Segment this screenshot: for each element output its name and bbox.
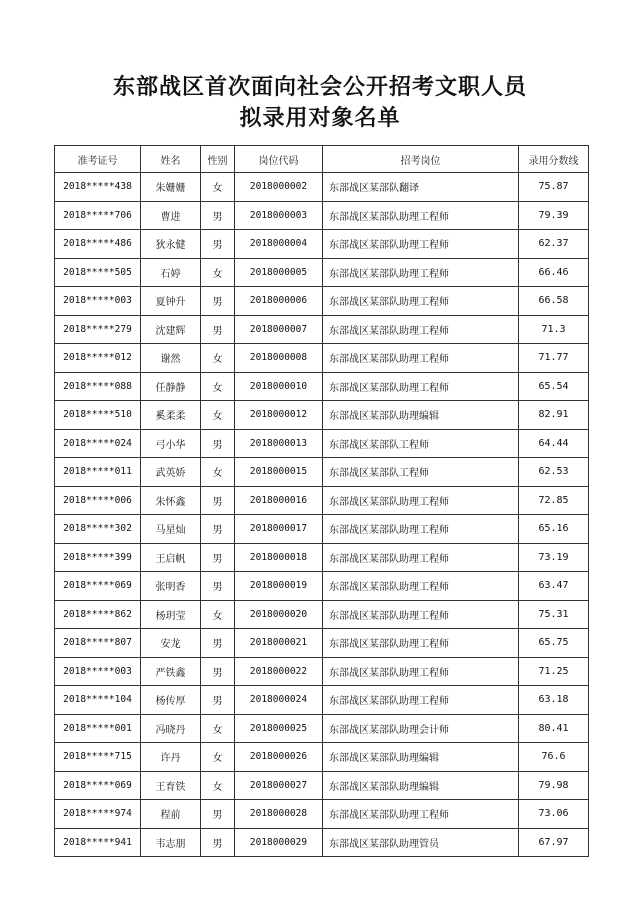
gender-cell: 女 [201,714,235,743]
post-cell: 东部战区某部队工程师 [323,429,519,458]
post-code-cell: 2018000003 [235,201,323,230]
name-cell: 程前 [141,800,201,829]
score-cell: 79.98 [519,771,589,800]
exam-id-cell: 2018*****505 [55,258,141,287]
post-cell: 东部战区某部队助理工程师 [323,201,519,230]
table-header-row [55,146,589,173]
score-cell: 65.16 [519,515,589,544]
name-cell: 朱怀鑫 [141,486,201,515]
post-cell: 东部战区某部队助理工程师 [323,657,519,686]
exam-id-cell: 2018*****088 [55,372,141,401]
name-cell: 弓小华 [141,429,201,458]
table-row [55,600,589,629]
post-code-cell: 2018000020 [235,600,323,629]
score-cell: 73.06 [519,800,589,829]
table-row [55,315,589,344]
post-code-cell: 2018000015 [235,458,323,487]
name-cell: 沈建辉 [141,315,201,344]
post-cell: 东部战区某部队工程师 [323,458,519,487]
exam-id-cell: 2018*****862 [55,600,141,629]
table-body [55,173,589,857]
post-code-cell: 2018000008 [235,344,323,373]
exam-id-cell: 2018*****279 [55,315,141,344]
exam-id-cell: 2018*****003 [55,287,141,316]
gender-cell: 女 [201,771,235,800]
post-code-cell: 2018000012 [235,401,323,430]
post-cell: 东部战区某部队助理会计师 [323,714,519,743]
post-code-cell: 2018000013 [235,429,323,458]
post-code-cell: 2018000024 [235,686,323,715]
score-cell: 75.31 [519,600,589,629]
table-row [55,344,589,373]
post-code-cell: 2018000027 [235,771,323,800]
table-row [55,372,589,401]
post-code-cell: 2018000018 [235,543,323,572]
post-code-cell: 2018000026 [235,743,323,772]
post-cell: 东部战区某部队助理工程师 [323,572,519,601]
gender-cell: 男 [201,201,235,230]
name-cell: 安龙 [141,629,201,658]
post-cell: 东部战区某部队助理工程师 [323,287,519,316]
post-code-cell: 2018000028 [235,800,323,829]
gender-cell: 男 [201,572,235,601]
exam-id-cell: 2018*****807 [55,629,141,658]
score-cell: 63.47 [519,572,589,601]
post-code-cell: 2018000007 [235,315,323,344]
score-cell: 82.91 [519,401,589,430]
post-code-cell: 2018000022 [235,657,323,686]
post-cell: 东部战区某部队助理编辑 [323,401,519,430]
gender-cell: 女 [201,458,235,487]
name-cell: 杨传厚 [141,686,201,715]
gender-cell: 男 [201,828,235,857]
exam-id-cell: 2018*****302 [55,515,141,544]
post-code-cell: 2018000002 [235,173,323,202]
gender-cell: 男 [201,230,235,259]
score-cell: 67.97 [519,828,589,857]
score-cell: 66.58 [519,287,589,316]
candidate-table [54,145,589,857]
gender-cell: 女 [201,401,235,430]
name-cell: 张明香 [141,572,201,601]
post-cell: 东部战区某部队翻译 [323,173,519,202]
post-cell: 东部战区某部队助理工程师 [323,515,519,544]
document-subtitle: 拟录用对象名单 [239,105,401,131]
exam-id-cell: 2018*****001 [55,714,141,743]
gender-cell: 男 [201,800,235,829]
post-cell: 东部战区某部队助理工程师 [323,629,519,658]
score-cell: 71.77 [519,344,589,373]
post-code-cell: 2018000005 [235,258,323,287]
gender-cell: 女 [201,743,235,772]
score-cell: 65.75 [519,629,589,658]
table-row [55,828,589,857]
post-code-cell: 2018000004 [235,230,323,259]
table-row [55,401,589,430]
name-cell: 王启帆 [141,543,201,572]
exam-id-cell: 2018*****399 [55,543,141,572]
name-cell: 任静静 [141,372,201,401]
exam-id-cell: 2018*****011 [55,458,141,487]
post-cell: 东部战区某部队助理工程师 [323,344,519,373]
post-code-cell: 2018000016 [235,486,323,515]
post-code-cell: 2018000029 [235,828,323,857]
name-cell: 奚柔柔 [141,401,201,430]
gender-cell: 女 [201,372,235,401]
gender-cell: 男 [201,429,235,458]
post-code-cell: 2018000006 [235,287,323,316]
post-cell: 东部战区某部队助理编辑 [323,743,519,772]
post-code-cell: 2018000017 [235,515,323,544]
gender-cell: 女 [201,344,235,373]
exam-id-cell: 2018*****012 [55,344,141,373]
post-cell: 东部战区某部队助理工程师 [323,686,519,715]
exam-id-cell: 2018*****706 [55,201,141,230]
score-cell: 75.87 [519,173,589,202]
exam-id-cell: 2018*****069 [55,771,141,800]
document-title: 东部战区首次面向社会公开招考文职人员 [112,74,527,100]
post-cell: 东部战区某部队助理工程师 [323,230,519,259]
table-row [55,629,589,658]
name-cell: 谢然 [141,344,201,373]
gender-cell: 男 [201,543,235,572]
name-cell: 许丹 [141,743,201,772]
exam-id-cell: 2018*****104 [55,686,141,715]
post-cell: 东部战区某部队助理工程师 [323,800,519,829]
table-row [55,173,589,202]
score-cell: 65.54 [519,372,589,401]
exam-id-cell: 2018*****024 [55,429,141,458]
post-cell: 东部战区某部队助理管员 [323,828,519,857]
score-cell: 64.44 [519,429,589,458]
header-exam-id: 准考证号 [55,146,141,173]
table-row [55,515,589,544]
post-cell: 东部战区某部队助理工程师 [323,258,519,287]
score-cell: 73.19 [519,543,589,572]
table-row [55,201,589,230]
gender-cell: 男 [201,515,235,544]
post-code-cell: 2018000010 [235,372,323,401]
table-row [55,287,589,316]
name-cell: 狄永健 [141,230,201,259]
header-score: 录用分数线 [519,146,589,173]
score-cell: 62.53 [519,458,589,487]
name-cell: 夏钟升 [141,287,201,316]
name-cell: 王育铁 [141,771,201,800]
gender-cell: 女 [201,173,235,202]
exam-id-cell: 2018*****006 [55,486,141,515]
post-cell: 东部战区某部队助理工程师 [323,600,519,629]
exam-id-cell: 2018*****003 [55,657,141,686]
exam-id-cell: 2018*****974 [55,800,141,829]
name-cell: 马星灿 [141,515,201,544]
post-cell: 东部战区某部队助理编辑 [323,771,519,800]
exam-id-cell: 2018*****715 [55,743,141,772]
post-cell: 东部战区某部队助理工程师 [323,315,519,344]
exam-id-cell: 2018*****069 [55,572,141,601]
score-cell: 71.25 [519,657,589,686]
name-cell: 朱姗姗 [141,173,201,202]
exam-id-cell: 2018*****486 [55,230,141,259]
post-cell: 东部战区某部队助理工程师 [323,372,519,401]
table-row [55,686,589,715]
name-cell: 杨玥莹 [141,600,201,629]
score-cell: 71.3 [519,315,589,344]
score-cell: 62.37 [519,230,589,259]
score-cell: 79.39 [519,201,589,230]
score-cell: 80.41 [519,714,589,743]
post-code-cell: 2018000019 [235,572,323,601]
exam-id-cell: 2018*****510 [55,401,141,430]
post-code-cell: 2018000021 [235,629,323,658]
header-post-code: 岗位代码 [235,146,323,173]
header-post: 招考岗位 [323,146,519,173]
name-cell: 曹进 [141,201,201,230]
post-code-cell: 2018000025 [235,714,323,743]
gender-cell: 女 [201,258,235,287]
table-row [55,543,589,572]
gender-cell: 男 [201,686,235,715]
gender-cell: 女 [201,600,235,629]
score-cell: 76.6 [519,743,589,772]
name-cell: 冯晓丹 [141,714,201,743]
table-row [55,230,589,259]
name-cell: 武英娇 [141,458,201,487]
exam-id-cell: 2018*****941 [55,828,141,857]
post-cell: 东部战区某部队助理工程师 [323,486,519,515]
table-row [55,714,589,743]
score-cell: 72.85 [519,486,589,515]
table-row [55,258,589,287]
name-cell: 严铁鑫 [141,657,201,686]
gender-cell: 男 [201,315,235,344]
name-cell: 韦志朋 [141,828,201,857]
table-row [55,743,589,772]
table-row [55,429,589,458]
table-row [55,800,589,829]
table-row [55,657,589,686]
table-row [55,486,589,515]
header-gender: 性别 [201,146,235,173]
table-row [55,572,589,601]
table-row [55,771,589,800]
score-cell: 66.46 [519,258,589,287]
post-cell: 东部战区某部队助理工程师 [323,543,519,572]
name-cell: 石婷 [141,258,201,287]
header-name: 姓名 [141,146,201,173]
gender-cell: 男 [201,287,235,316]
gender-cell: 男 [201,657,235,686]
gender-cell: 男 [201,486,235,515]
score-cell: 63.18 [519,686,589,715]
exam-id-cell: 2018*****438 [55,173,141,202]
gender-cell: 男 [201,629,235,658]
table-row [55,458,589,487]
